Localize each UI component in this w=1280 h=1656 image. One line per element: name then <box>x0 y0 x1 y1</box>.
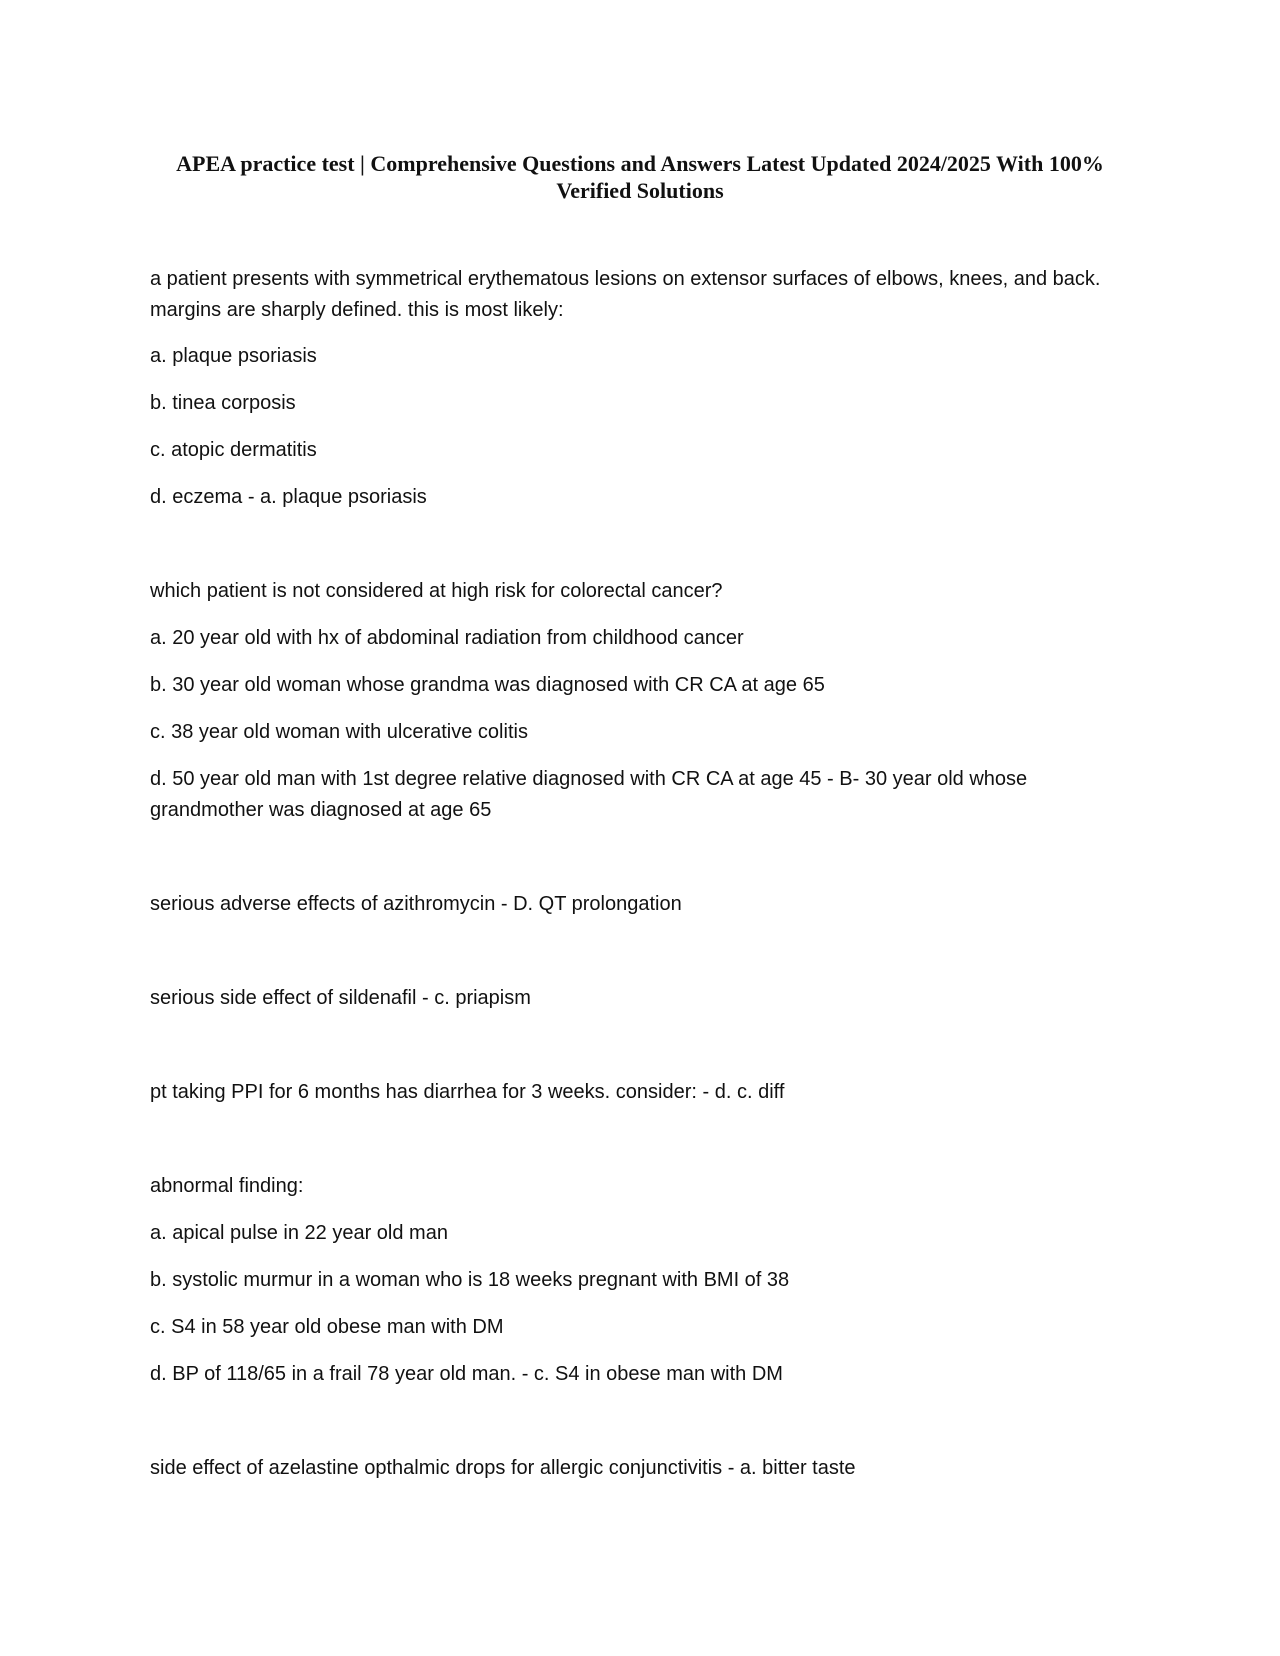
question-6-option-b: b. systolic murmur in a woman who is 18 weeks pregnant with BMI of 38 <box>150 1269 790 1291</box>
question-6-option-d: d. BP of 118/65 in a frail 78 year old man. - c. S4 in obese man with DM <box>150 1363 783 1385</box>
title-line-1: APEA practice test | Comprehensive Questions and Answers Latest Updated 2024/2025 With 100% <box>176 151 1104 176</box>
question-1-stem: a patient presents with symmetrical erythematous lesions on extensor surfaces of elbows, knees, and back. margins are sharply defined. this is most likely: <box>150 268 1101 321</box>
question-1-option-c: c. atopic dermatitis <box>150 439 317 461</box>
question-7-stem: side effect of azelastine opthalmic drops for allergic conjunctivitis - a. bitter taste <box>150 1457 856 1479</box>
question-6-option-a: a. apical pulse in 22 year old man <box>150 1222 448 1244</box>
question-2-option-b: b. 30 year old woman whose grandma was diagnosed with CR CA at age 65 <box>150 674 825 696</box>
question-3-stem: serious adverse effects of azithromycin - D. QT prolongation <box>150 893 682 915</box>
question-1-option-d: d. eczema - a. plaque psoriasis <box>150 486 427 508</box>
question-6-stem: abnormal finding: <box>150 1175 304 1197</box>
question-2-stem: which patient is not considered at high risk for colorectal cancer? <box>150 580 723 602</box>
question-5-stem: pt taking PPI for 6 months has diarrhea for 3 weeks. consider: - d. c. diff <box>150 1081 785 1103</box>
question-2-option-c: c. 38 year old woman with ulcerative colitis <box>150 721 528 743</box>
title-line-2: Verified Solutions <box>556 178 724 203</box>
question-4-stem: serious side effect of sildenafil - c. priapism <box>150 987 531 1009</box>
question-2-option-a: a. 20 year old with hx of abdominal radiation from childhood cancer <box>150 627 744 649</box>
question-1-option-b: b. tinea corposis <box>150 392 296 414</box>
question-1-option-a: a. plaque psoriasis <box>150 345 317 367</box>
question-2-option-d: d. 50 year old man with 1st degree relative diagnosed with CR CA at age 45 - B- 30 year old whose grandmother was diagnosed at age 65 <box>150 768 1028 821</box>
question-6-option-c: c. S4 in 58 year old obese man with DM <box>150 1316 504 1338</box>
document-title <box>120 150 1160 204</box>
